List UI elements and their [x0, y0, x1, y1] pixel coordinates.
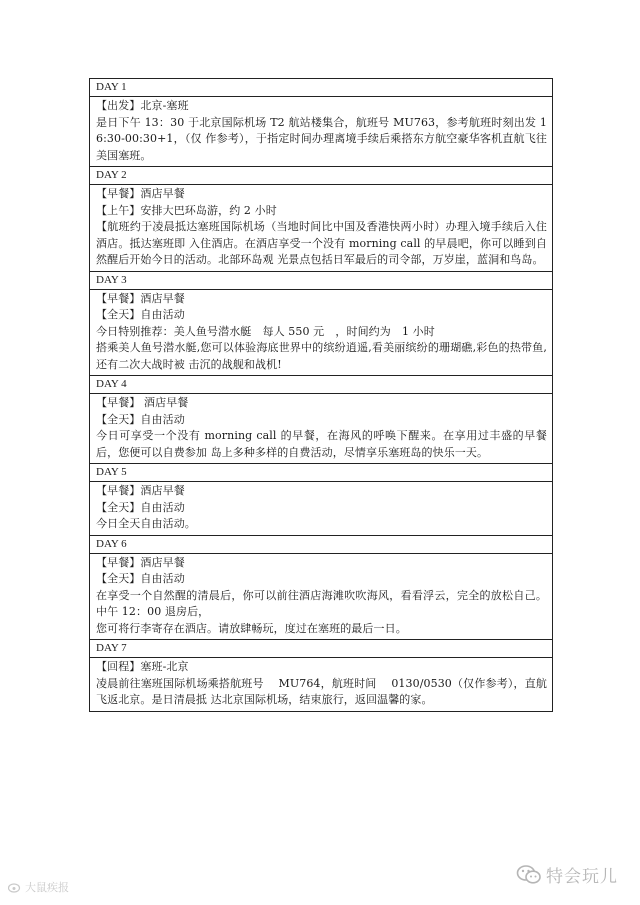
day-section: [90, 464, 552, 536]
detail-line: 今日可享受一个没有 morning call 的早餐，在海风的呼唤下醒来。在享用过丰盛的早餐后，您便可以自费参加 岛上多种多样的自费活动，尽情享乐塞班岛的快乐一天。: [96, 429, 547, 459]
detail-line: 【早餐】酒店早餐: [96, 187, 185, 200]
itinerary-table: [89, 78, 553, 712]
day-section: [90, 640, 552, 711]
corner-watermark: [8, 879, 69, 895]
day-details: [90, 554, 552, 641]
day-header: DAY 2: [90, 167, 552, 185]
corner-watermark-text: 大鼠疾报: [25, 881, 69, 894]
brand-text: 特会玩儿: [546, 867, 618, 887]
detail-line: 凌晨前往塞班国际机场乘搭航班号 MU764，航班时间 0130/0530（仅作参考），直航飞返北京。是日清晨抵 达北京国际机场，结束旅行，返回温馨的家。: [96, 676, 547, 706]
detail-line: 【全天】自由活动: [96, 572, 185, 585]
day-header: DAY 7: [90, 640, 552, 658]
detail-line: 搭乘美人鱼号潜水艇,您可以体验海底世界中的缤纷逍遥,看美丽缤纷的珊瑚礁,彩色的热带鱼,还有二次大战时被 击沉的战舰和战机!: [96, 341, 547, 371]
wechat-icon: [516, 864, 542, 886]
day-header: DAY 4: [90, 376, 552, 394]
detail-line: 【早餐】 酒店早餐: [96, 396, 189, 409]
day-details: [90, 658, 552, 711]
day-details: [90, 97, 552, 167]
day-section: [90, 272, 552, 377]
detail-line: 【回程】塞班-北京: [96, 660, 189, 673]
detail-line: 【全天】自由活动: [96, 308, 185, 321]
detail-line: 【早餐】酒店早餐: [96, 484, 185, 497]
detail-line: 【全天】自由活动: [96, 500, 185, 514]
detail-line: 【早餐】酒店早餐: [96, 555, 185, 569]
detail-line: 今日特别推荐：美人鱼号潜水艇 每人 550 元 ，时间约为 1 小时: [96, 324, 435, 338]
detail-line: 【早餐】酒店早餐: [96, 291, 185, 305]
day-details: [90, 185, 552, 272]
day-header: DAY 5: [90, 464, 552, 482]
day-section: [90, 167, 552, 272]
day-section: [90, 376, 552, 464]
detail-line: 【航班约于凌晨抵达塞班国际机场（当地时间比中国及香港快两小时）办理入境手续后入住酒店。抵达塞班即 入住酒店。在酒店享受一个没有 morning call 的早晨吧，你可以睡到自然醒后开始今日的活动。北部环岛观 光景点包括日军最后的司令部，万岁崖，蓝洞和鸟岛。: [96, 220, 547, 266]
weibo-icon: [8, 881, 22, 893]
day-header: DAY 3: [90, 272, 552, 290]
detail-line: 【上午】安排大巴环岛游，约 2 小时: [96, 203, 277, 217]
day-header: DAY 6: [90, 536, 552, 554]
day-header: DAY 1: [90, 79, 552, 97]
day-details: [90, 482, 552, 536]
day-section: [90, 536, 552, 641]
detail-line: 【全天】自由活动: [96, 412, 185, 426]
detail-line: 今日全天自由活动。: [96, 517, 196, 530]
detail-line: 在享受一个自然醒的清晨后，你可以前往酒店海滩吹吹海风，看看浮云，完全的放松自己。中午 12：00 退房后，: [96, 588, 547, 618]
detail-line: 是日下午 13：30 于北京国际机场 T2 航站楼集合，航班号 MU763，参考航班时刻出发 16:30-00:30+1，（仅 作参考），于指定时间办理离境手续后乘搭东方航空豪华客机直航飞往美国塞班。: [96, 115, 547, 162]
detail-line: 您可将行李寄存在酒店。请放肆畅玩，度过在塞班的最后一日。: [96, 621, 407, 635]
day-section: [90, 79, 552, 167]
detail-line: 【出发】北京-塞班: [96, 99, 189, 112]
brand-watermark: [516, 862, 618, 887]
day-details: [90, 290, 552, 377]
day-details: [90, 394, 552, 464]
